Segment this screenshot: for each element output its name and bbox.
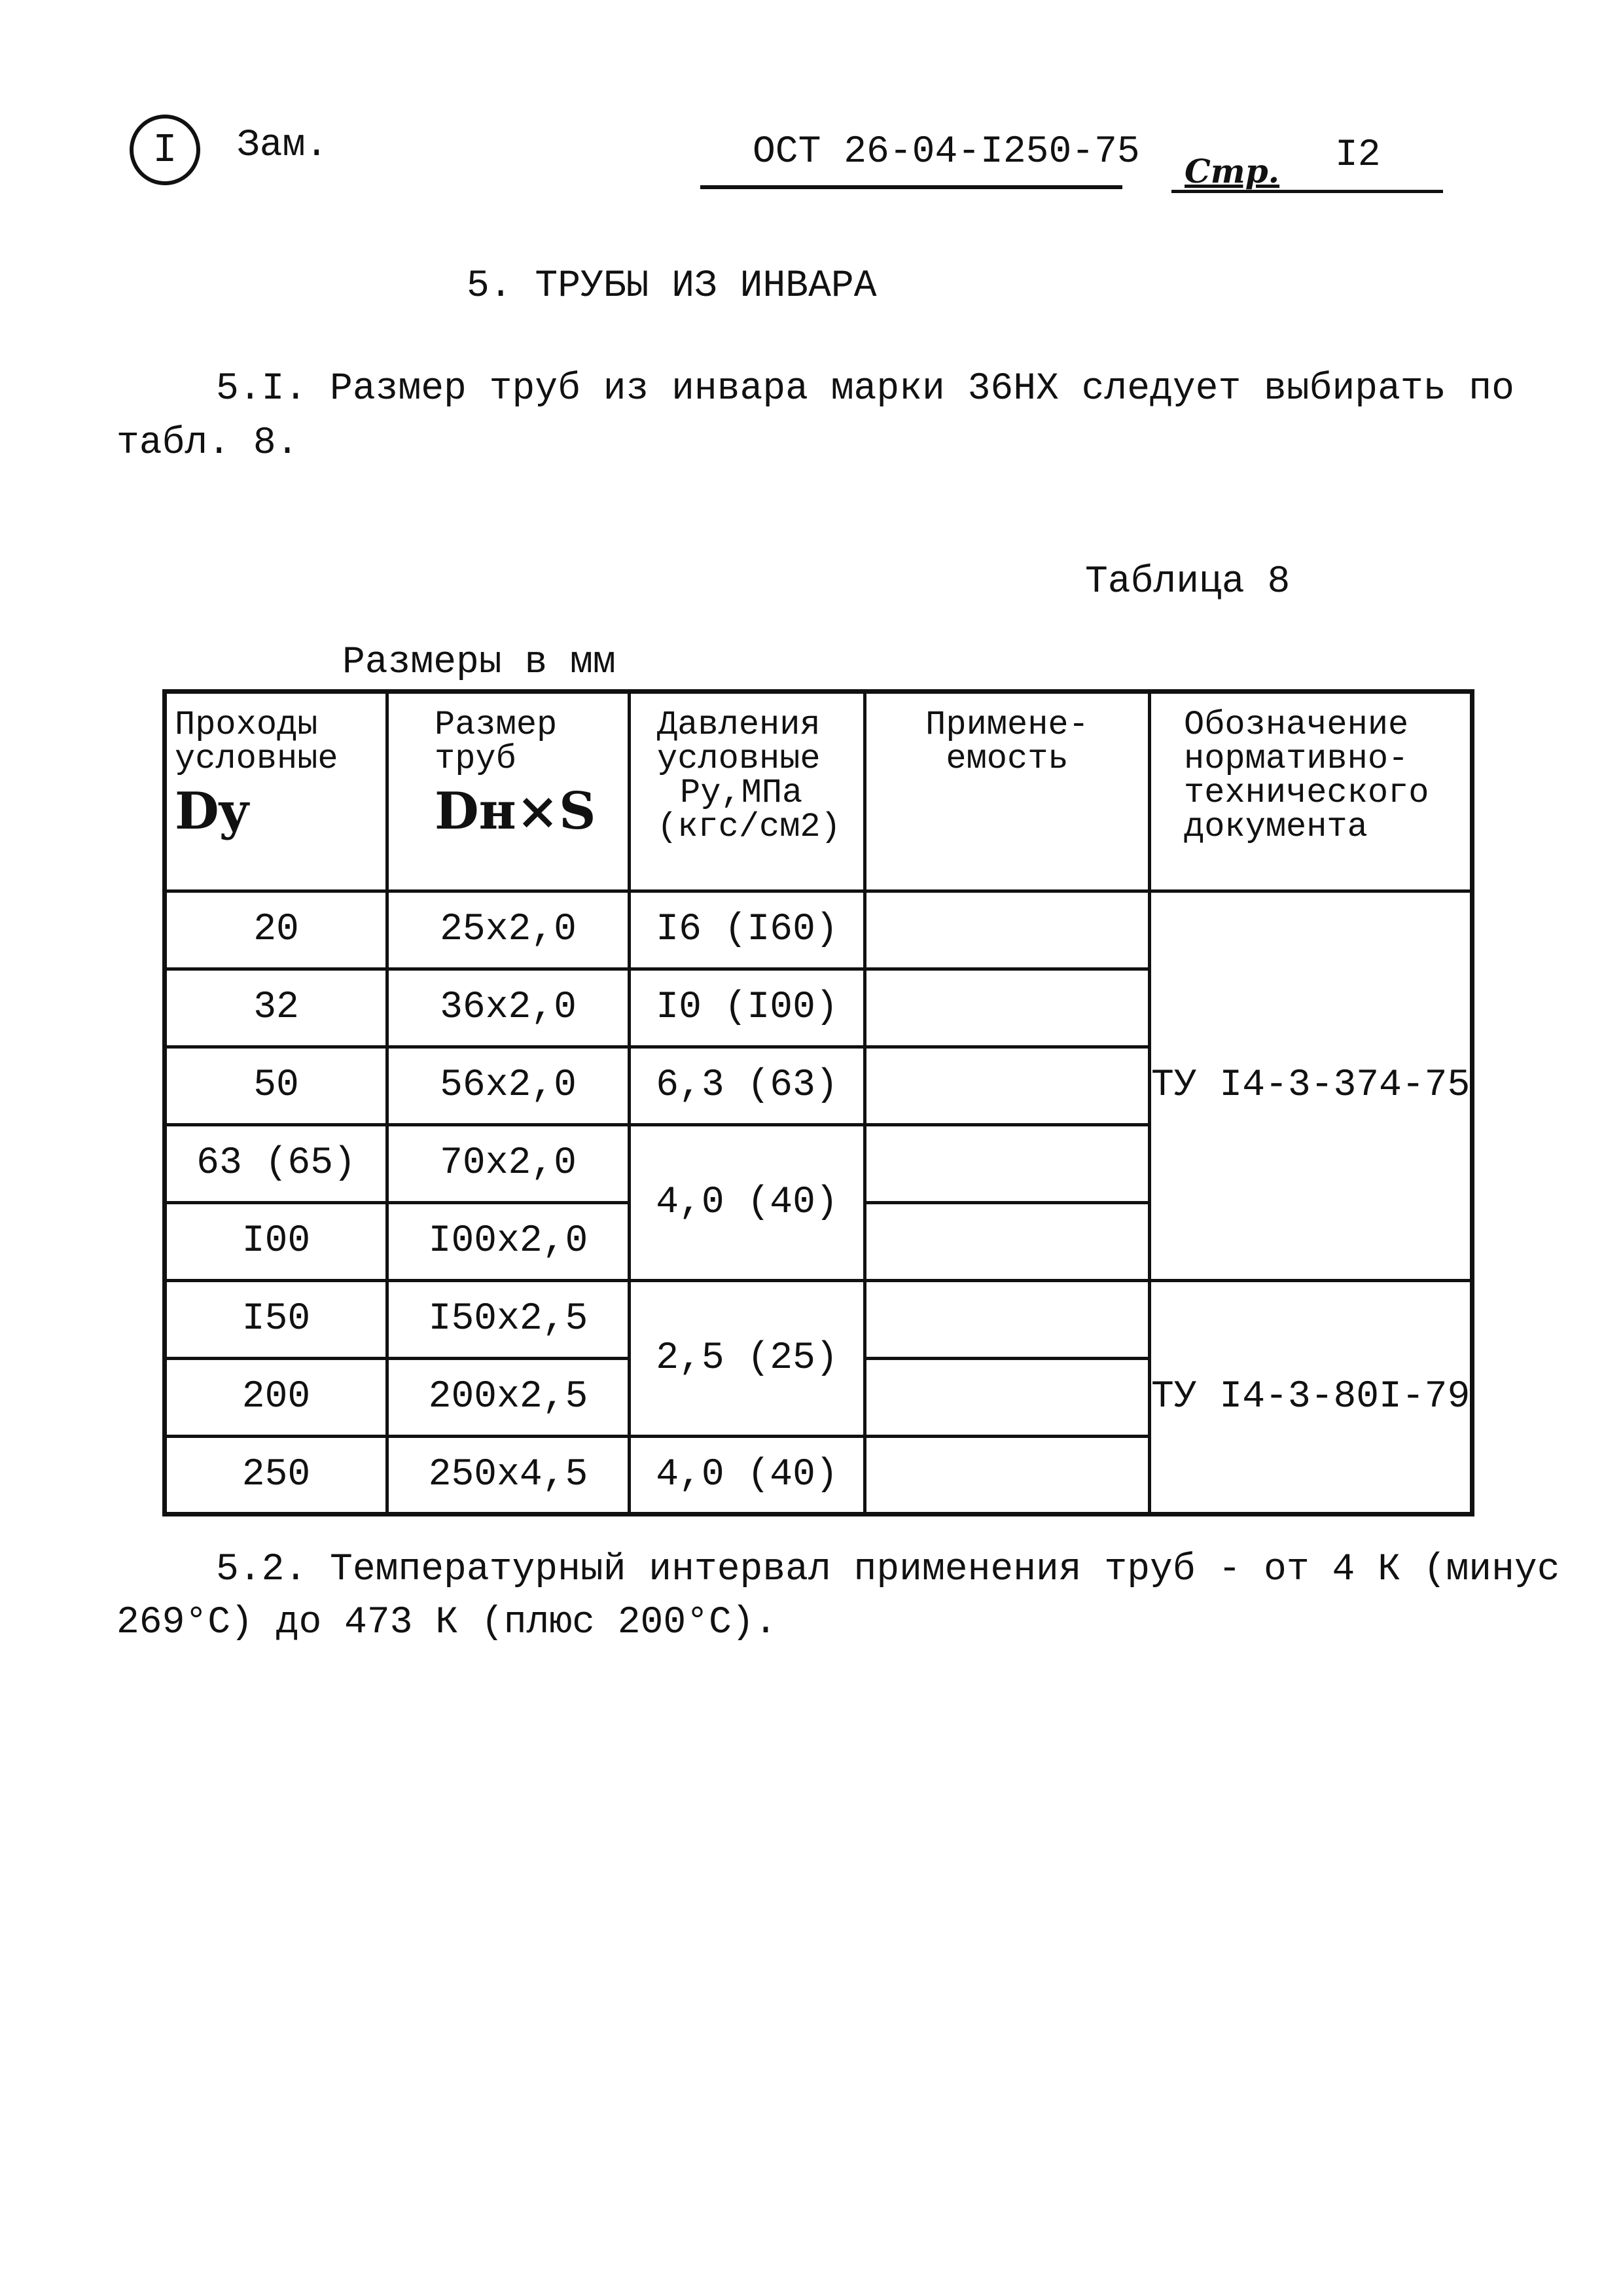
cell-standard-2: ТУ I4-3-80I-79 <box>1150 1281 1472 1515</box>
cell-applicability <box>865 1281 1150 1359</box>
change-number: I <box>152 126 177 173</box>
cell-nominal-bore: 63 (65) <box>165 1125 387 1203</box>
cell-pipe-size: 250x4,5 <box>387 1437 630 1515</box>
cell-pressure: 6,3 (63) <box>630 1047 865 1125</box>
cell-pipe-size: I00x2,0 <box>387 1203 630 1281</box>
change-label: Зам. <box>237 124 329 167</box>
header-nominal-bore-line-2: условные <box>175 740 338 778</box>
cell-applicability <box>865 1047 1150 1125</box>
header-pressure-line-1: Давления <box>657 706 821 744</box>
header-normative-document <box>1150 692 1472 891</box>
cell-applicability <box>865 1437 1150 1515</box>
change-number-badge <box>130 115 200 185</box>
cell-pipe-size: 36x2,0 <box>387 969 630 1047</box>
cell-nominal-bore: 200 <box>165 1359 387 1437</box>
cell-nominal-bore: 250 <box>165 1437 387 1515</box>
header-nominal-bore-symbol: Dy <box>175 781 249 841</box>
table-row <box>165 891 1472 969</box>
header-applicability-line-1: Примене- <box>925 706 1089 744</box>
header-nominal-bore <box>165 692 387 891</box>
page-label: Стр. <box>1185 152 1280 190</box>
cell-pipe-size: 25x2,0 <box>387 891 630 969</box>
table-row <box>165 1281 1472 1359</box>
cell-applicability <box>865 1359 1150 1437</box>
cell-pressure: I0 (I00) <box>630 969 865 1047</box>
page-number: I2 <box>1335 134 1381 177</box>
cell-nominal-bore: I50 <box>165 1281 387 1359</box>
cell-pipe-size: 70x2,0 <box>387 1125 630 1203</box>
header-pressure-line-4: (кгс/см2) <box>657 808 841 846</box>
cell-nominal-bore: 20 <box>165 891 387 969</box>
document-code: ОСТ 26-04-I250-75 <box>753 131 1140 173</box>
paragraph-5-2-part-c: °С). <box>686 1602 777 1644</box>
header-pressure-line-2: условные <box>657 740 821 778</box>
cell-nominal-bore: I00 <box>165 1203 387 1281</box>
document-code-underline <box>700 185 1122 189</box>
cell-applicability <box>865 1125 1150 1203</box>
page-number-underline <box>1171 190 1443 193</box>
paragraph-5-2-part-a: 269 <box>116 1602 185 1644</box>
header-pipe-size-line-1: Размер <box>435 706 558 744</box>
header-pipe-size-symbol: Dн×S <box>435 781 596 841</box>
table-caption: Таблица 8 <box>1085 561 1291 603</box>
cell-standard-1: ТУ I4-3-374-75 <box>1150 891 1472 1281</box>
cell-pipe-size: 56x2,0 <box>387 1047 630 1125</box>
cell-applicability <box>865 1203 1150 1281</box>
cell-pressure: I6 (I60) <box>630 891 865 969</box>
header-document-line-1: Обозначение <box>1184 706 1409 744</box>
header-nominal-bore-line-1: Проходы <box>175 706 318 744</box>
paragraph-5-2-line-1: 5.2. Температурный интервал применения труб - от 4 К (минус <box>216 1549 1560 1591</box>
paragraph-5-2-line-2 <box>116 1602 777 1645</box>
header-nominal-pressure <box>630 692 865 891</box>
cell-nominal-bore: 50 <box>165 1047 387 1125</box>
cell-pipe-size: I50x2,5 <box>387 1281 630 1359</box>
header-document-line-2: нормативно- <box>1184 740 1409 778</box>
header-document-line-4: документа <box>1184 808 1368 846</box>
cell-nominal-bore: 32 <box>165 969 387 1047</box>
paragraph-5-2-part-b: °С) до 473 К (плюс 200 <box>185 1602 687 1644</box>
section-title: 5. ТРУБЫ ИЗ ИНВАРА <box>467 265 877 308</box>
header-document-line-3: технического <box>1184 774 1429 812</box>
table-units-note: Размеры в мм <box>342 641 616 684</box>
pipe-size-table <box>162 689 1474 1516</box>
cell-pipe-size: 200x2,5 <box>387 1359 630 1437</box>
header-pipe-size-line-2: труб <box>435 740 516 778</box>
cell-pressure: 2,5 (25) <box>630 1281 865 1437</box>
paragraph-5-1-line-1: 5.I. Размер труб из инвара марки 36НХ следует выбирать по <box>216 368 1514 410</box>
header-pipe-size <box>387 692 630 891</box>
cell-applicability <box>865 891 1150 969</box>
table-header-row <box>165 692 1472 891</box>
paragraph-5-1-line-2: табл. 8. <box>116 422 299 465</box>
header-applicability <box>865 692 1150 891</box>
cell-applicability <box>865 969 1150 1047</box>
cell-pressure: 4,0 (40) <box>630 1437 865 1515</box>
header-applicability-line-2: емость <box>946 740 1069 778</box>
cell-pressure: 4,0 (40) <box>630 1125 865 1281</box>
header-pressure-line-3: Py,МПа <box>680 774 803 812</box>
